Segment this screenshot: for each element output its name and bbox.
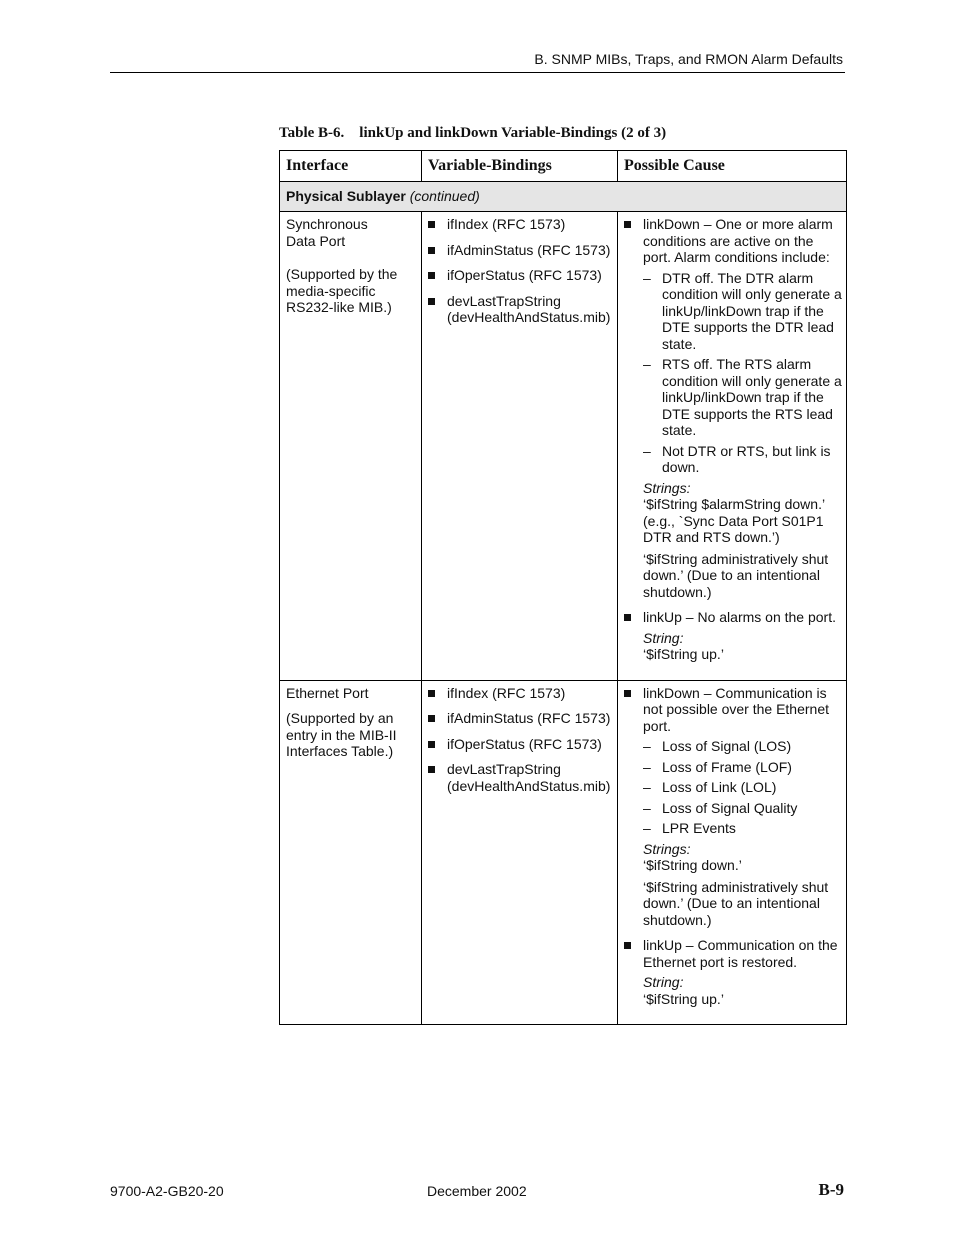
bindings-cell [422,680,618,1025]
cause-text: linkDown – One or more alarm conditions are active on the port. Alarm conditions include: [643,216,833,265]
binding-item: devLastTrapString (devHealthAndStatus.mib) [428,293,613,326]
condition-item: – Loss of Signal Quality [643,800,842,817]
document-number: 9700-A2-GB20-20 [110,1183,224,1199]
condition-item: – Loss of Signal (LOS) [643,738,842,755]
interface-name-line: Synchronous [286,216,368,232]
strings-label: String: [643,629,684,646]
cause-text: linkUp – Communication on the Ethernet port is restored. [643,937,838,970]
header-rule [110,72,845,73]
table-body [280,182,847,1025]
binding-item: ifIndex (RFC 1573) [428,685,613,702]
interface-note-line: (Supported by an [286,710,394,726]
publication-date: December 2002 [427,1183,527,1199]
page-number: B-9 [818,1180,844,1199]
interface-name-line: Ethernet Port [286,684,369,701]
condition-item: – DTR off. The DTR alarm condition will only generate a linkUp/linkDown trap if the DTE supports the DTR lead state. [643,270,842,353]
interface-note-line: Interfaces Table.) [286,743,394,759]
table-row [280,680,847,1025]
interface-cell [280,212,422,681]
bindings-list [428,216,613,326]
section-label: Physical Sublayer [286,188,406,204]
condition-item: – LPR Events [643,820,842,837]
condition-item: – RTS off. The RTS alarm condition will only generate a linkUp/linkDown trap if the DTE supports the RTS lead state. [643,356,842,439]
interface-spacer [286,701,417,710]
section-cell [280,182,847,212]
condition-list [643,270,842,476]
table-caption-label: Table B-6. [279,125,345,141]
cause-item [624,609,842,663]
table-caption [279,124,666,142]
cause-item [624,937,842,1007]
interface-spacer [286,249,417,266]
interface-note-line: media-specific [286,282,376,299]
table-caption-title: linkUp and linkDown Variable-Bindings (2 of 3) [359,125,667,141]
cause-list [624,685,842,1008]
binding-item: ifOperStatus (RFC 1573) [428,267,613,284]
table-header-row [280,151,847,182]
binding-item: ifAdminStatus (RFC 1573) [428,242,613,259]
strings-label: Strings: [643,479,691,496]
trap-string: ‘$ifString down.’ [643,857,742,873]
condition-item: – Loss of Frame (LOF) [643,759,842,776]
binding-item: ifAdminStatus (RFC 1573) [428,710,613,727]
cause-text: linkDown – Communication is not possible over the Ethernet port. [643,684,830,734]
cause-cell [618,212,847,681]
interface-name-line: Data Port [286,232,346,249]
trap-string: ‘$ifString up.’ [643,990,724,1007]
cause-item [624,216,842,600]
trap-string: ‘$ifString administratively shut down.’ (Due to an intentional shutdown.) [643,550,829,600]
trap-string: ‘$ifString $alarmString down.’ (e.g., `Sync Data Port S01P1 DTR and RTS down.’) [643,496,825,545]
column-header-interface: Interface [280,151,422,182]
cause-cell [618,680,847,1025]
column-header-variable-bindings: Variable-Bindings [422,151,618,182]
condition-list [643,738,842,837]
running-header: B. SNMP MIBs, Traps, and RMON Alarm Defaults [534,51,843,67]
strings-label: String: [643,974,684,990]
binding-item: devLastTrapString (devHealthAndStatus.mib) [428,761,613,794]
interface-note-line: RS232-like MIB.) [286,299,392,315]
interface-cell [280,680,422,1025]
variable-bindings-table [279,150,847,1025]
interface-note-line: (Supported by the [286,266,398,282]
section-row [280,182,847,212]
condition-item: – Loss of Link (LOL) [643,779,842,796]
strings-label: Strings: [643,840,691,857]
cause-item [624,685,842,929]
binding-item: ifOperStatus (RFC 1573) [428,736,613,753]
column-header-possible-cause: Possible Cause [618,151,847,182]
cause-text: linkUp – No alarms on the port. [643,609,836,625]
interface-note-line: entry in the MIB-II [286,726,397,743]
binding-item: ifIndex (RFC 1573) [428,216,613,233]
table-row [280,212,847,681]
bindings-cell [422,212,618,681]
section-note: (continued) [409,188,480,204]
trap-string: ‘$ifString administratively shut down.’ (Due to an intentional shutdown.) [643,878,829,928]
bindings-list [428,685,613,795]
condition-item: – Not DTR or RTS, but link is down. [643,443,842,476]
cause-list [624,216,842,663]
trap-string: ‘$ifString up.’ [643,646,724,662]
